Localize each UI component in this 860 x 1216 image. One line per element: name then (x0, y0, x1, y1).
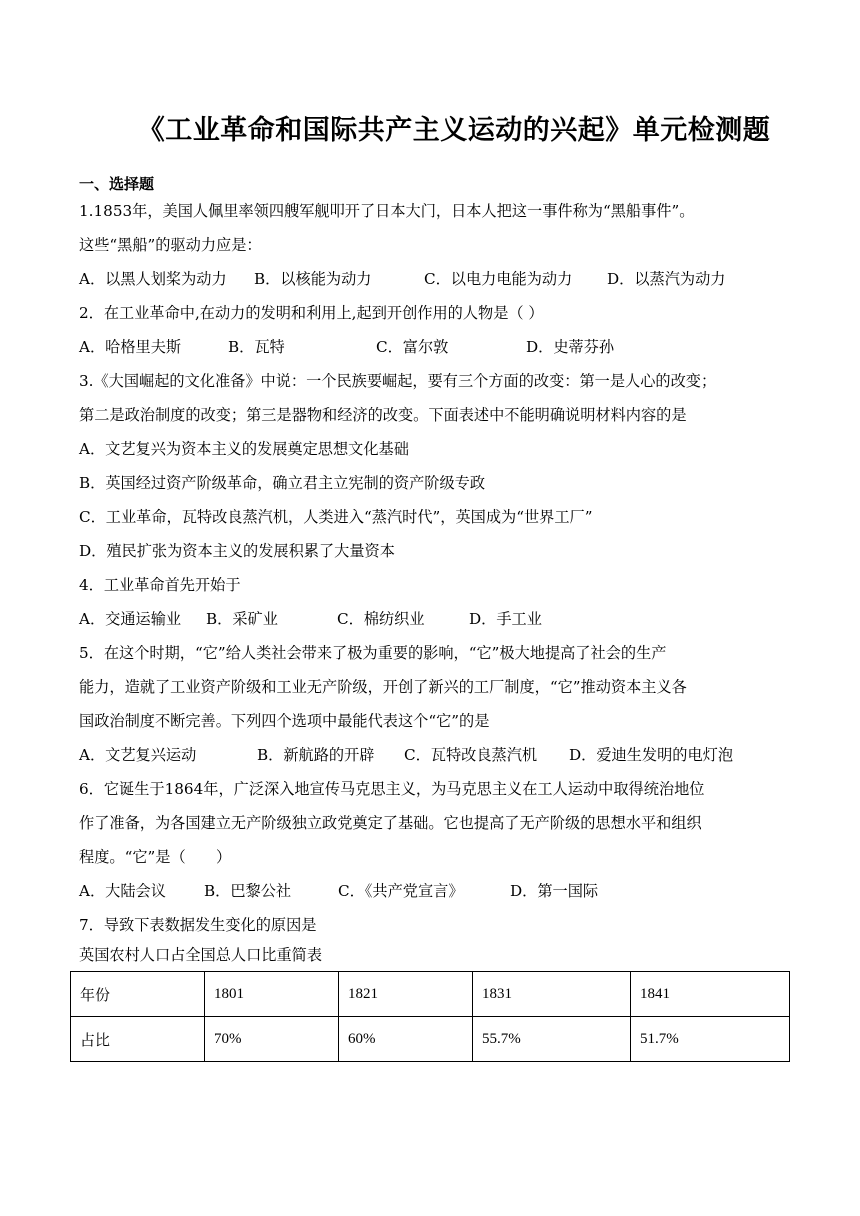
question-6-options (79, 880, 598, 902)
option: C．瓦特改良蒸汽机 (404, 746, 538, 764)
question-3-option-b: B．英国经过资产阶级革命，确立君主立宪制的资产阶级专政 (79, 474, 486, 492)
question-1-text: 1.1853年，美国人佩里率领四艘军舰叩开了日本大门，日本人把这一事件称为“黑船事件”。 (79, 202, 695, 220)
option: C．以电力电能为动力 (424, 270, 573, 288)
option: A．以黑人划桨为动力 (79, 270, 227, 288)
question-5-text-cont: 能力，造就了工业资产阶级和工业无产阶级，开创了新兴的工厂制度，“它”推动资本主义各 (79, 678, 687, 696)
question-2-text: 2．在工业革命中,在动力的发明和利用上,起到开创作用的人物是（ ） (79, 304, 544, 322)
option: D．史蒂芬孙 (526, 338, 615, 356)
question-3-option-a: A．文艺复兴为资本主义的发展奠定思想文化基础 (79, 440, 409, 458)
option: B．新航路的开辟 (257, 746, 375, 764)
question-3-text-cont: 第二是政治制度的改变；第三是器物和经济的改变。下面表述中不能明确说明材料内容的是 (79, 406, 687, 424)
table-row (71, 972, 790, 1017)
table-caption: 英国农村人口占全国总人口比重简表 (79, 946, 322, 964)
table-cell: 1831 (473, 972, 631, 1017)
question-7-text: 7．导致下表数据发生变化的原因是 (79, 916, 317, 934)
question-5-options (79, 744, 733, 766)
question-3-option-d: D．殖民扩张为资本主义的发展积累了大量资本 (79, 542, 395, 560)
option: A．文艺复兴运动 (79, 746, 197, 764)
option: D．以蒸汽为动力 (607, 270, 726, 288)
option: B．以核能为动力 (254, 270, 372, 288)
question-4-text: 4．工业革命首先开始于 (79, 576, 241, 594)
option: A．大陆会议 (79, 882, 166, 900)
table-cell: 51.7% (631, 1017, 790, 1062)
section-heading: 一、选择题 (79, 175, 155, 193)
option: D．爱迪生发明的电灯泡 (569, 746, 734, 764)
question-5-text-cont: 国政治制度不断完善。下列四个选项中最能代表这个“它”的是 (79, 712, 490, 730)
option: B．瓦特 (228, 338, 285, 356)
population-table (70, 971, 790, 1062)
question-6-text: 6．它诞生于1864年，广泛深入地宣传马克思主义，为马克思主义在工人运动中取得统治地位 (79, 780, 705, 798)
option: C．棉纺织业 (337, 610, 425, 628)
question-5-text: 5．在这个时期，“它”给人类社会带来了极为重要的影响，“它”极大地提高了社会的生产 (79, 644, 667, 662)
table-cell: 1801 (205, 972, 339, 1017)
question-1-text-cont: 这些“黑船”的驱动力应是： (79, 236, 262, 254)
question-3-text: 3.《大国崛起的文化准备》中说：一个民族要崛起，要有三个方面的改变：第一是人心的改变； (79, 372, 717, 390)
option: D．第一国际 (510, 882, 599, 900)
question-2-options (79, 336, 614, 358)
question-3-option-c: C．工业革命，瓦特改良蒸汽机，人类进入“蒸汽时代”，英国成为“世界工厂” (79, 508, 593, 526)
option: C．《共产党宣言》 (338, 882, 464, 900)
option: A．交通运输业 (79, 610, 182, 628)
document-title: 《工业革命和国际共产主义运动的兴起》单元检测题 (137, 115, 771, 146)
option: D．手工业 (469, 610, 542, 628)
table-cell: 55.7% (473, 1017, 631, 1062)
question-1-options (79, 268, 726, 290)
table-row (71, 1017, 790, 1062)
option: B．采矿业 (206, 610, 278, 628)
table-cell: 占比 (71, 1017, 205, 1062)
option: C．富尔敦 (376, 338, 449, 356)
question-6-text-cont: 作了准备，为各国建立无产阶级独立政党奠定了基础。它也提高了无产阶级的思想水平和组织 (79, 814, 702, 832)
question-6-text-cont: 程度。“它”是（ ） (79, 848, 232, 866)
table-cell: 年份 (71, 972, 205, 1017)
table-cell: 1821 (339, 972, 473, 1017)
question-4-options (79, 608, 542, 630)
table-cell: 70% (205, 1017, 339, 1062)
option: A．哈格里夫斯 (79, 338, 182, 356)
table-cell: 1841 (631, 972, 790, 1017)
option: B．巴黎公社 (204, 882, 292, 900)
table-cell: 60% (339, 1017, 473, 1062)
